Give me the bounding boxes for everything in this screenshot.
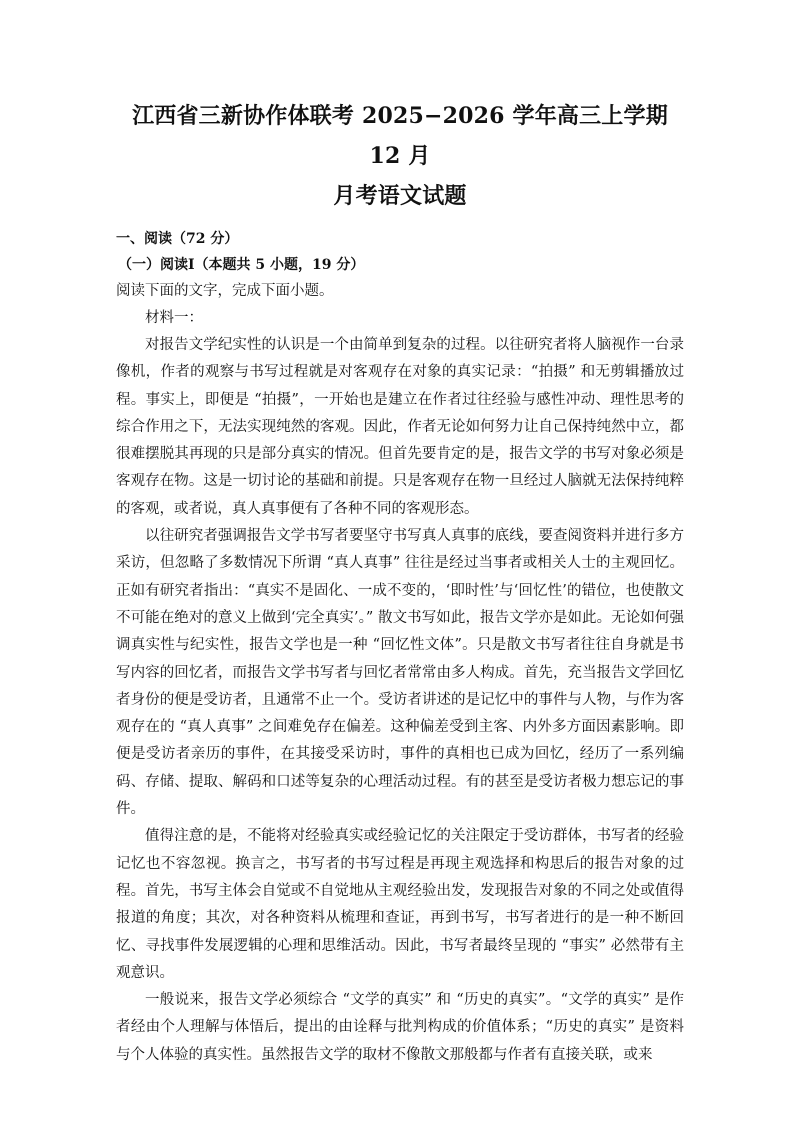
paragraph-3: 值得注意的是，不能将对经验真实或经验记忆的关注限定于受访群体，书写者的经验记忆也不容忽视。换言之，书写者的书写过程是再现主观选择和构思后的报告对象的过程。首先，书写主体会自觉或不自觉地从主观经验出发，发现报告对象的不同之处或值得报道的角度；其次，对各种资料从梳理和查证，再到书写，书写者进行的是一种不断回忆、寻找事件发展逻辑的心理和思维活动。因此，书写者最终呈现的 “事实” 必然带有主观意识。 bbox=[116, 828, 684, 981]
material-label: 材料一： bbox=[145, 310, 203, 326]
paragraph-1: 对报告文学纪实性的认识是一个由简单到复杂的过程。以往研究者将人脑视作一台录像机，作者的观察与书写过程就是对客观存在对象的真实记录：“拍摄” 和无剪辑播放过程。事实上，即便是 “拍摄”，一开始也是建立在作者过往经验与感性冲动、理性思考的综合作用之下，无法实现纯然的客观。因此，作者无论如何努力让自己保持纯然中立，都很难摆脱其再现的只是部分真实的情况。但首先要肯定的是，报告文学的书写对象必须是客观存在物。这是一切讨论的基础和前提。只是客观存在物一旦经过人脑就无法保持纯粹的客观，或者说，真人真事便有了各种不同的客观形态。 bbox=[116, 337, 684, 517]
exam-title-line-2: 月考语文试题 bbox=[333, 183, 467, 209]
paragraph-2: 以往研究者强调报告文学书写者要坚守书写真人真事的底线，要查阅资料并进行多方采访，但忽略了多数情况下所谓 “真人真事” 往往是经过当事者或相关人士的主观回忆。正如有研究者指出：“真实不是固化、一成不变的，‘即时性’与‘回忆性’的错位，也使散文不可能在绝对的意义上做到‘完全真实’。” 散文书写如此，报告文学亦是如此。无论如何强调真实性与纪实性，报告文学也是一种 “回忆性文体”。只是散文书写者往往自身就是书写内容的回忆者，而报告文学书写者与回忆者常常由多人构成。首先，充当报告文学回忆者身份的便是受访者，且通常不止一个。受访者讲述的是记忆中的事件与人物，与作为客观存在的 “真人真事” 之间难免存在偏差。这种偏差受到主客、内外多方面因素影响。即便是受访者亲历的事件，在其接受采访时，事件的真相也已成为回忆，经历了一系列编码、存储、提取、解码和口述等复杂的心理活动过程。有的甚至是受访者极力想忘记的事件。 bbox=[116, 528, 684, 818]
subsection-heading: （一）阅读Ⅰ（本题共 5 小题，19 分） bbox=[118, 257, 365, 273]
exam-title-line-1: 江西省三新协作体联考 2025−2026 学年高三上学期 12 月 bbox=[132, 103, 668, 169]
section-heading: 一、阅读（72 分） bbox=[116, 231, 239, 247]
exam-title bbox=[116, 96, 684, 216]
instruction-text: 阅读下面的文字，完成下面小题。 bbox=[116, 283, 334, 299]
paragraph-4: 一般说来，报告文学必须综合 “文学的真实” 和 “历史的真实”。“文学的真实” 是作者经由个人理解与体悟后，提出的由诠释与批判构成的价值体系；“历史的真实” 是资料与个人体验的真实性。虽然报告文学的取材不像散文那般都与作者有直接关联，或来 bbox=[116, 992, 684, 1063]
